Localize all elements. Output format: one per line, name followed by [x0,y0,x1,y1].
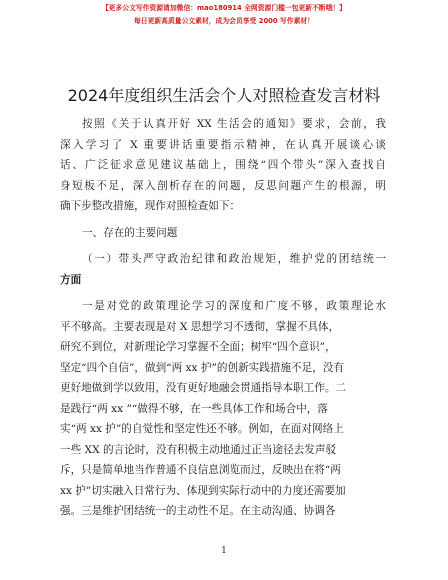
body-line: 身短板不足，深入剖析存在的问题，反思问题产生的根源，明 [60,179,386,192]
body-line: 是践行“两 xx ”“做得不够，在一些具体工作和场合中，落 [60,402,328,415]
banner-line-1: 【更多公文写作资源请加微信：mao180914 全网资源门槛一包更新不断哦！】 [101,4,347,12]
body-line: 一些 XX 的言论时，没有积极主动地通过正当途径去发声驳 [60,443,337,456]
body-line: 一是对党的政策理论学习的深度和广度不够，政策理论水 [82,300,386,312]
body-line: 话、广泛征求意见建议基础上，围绕“四个带头”深入查找自 [60,159,386,171]
body-line: 平不够高。主要表现是对 X 思想学习不透彻，掌握不具体， [60,320,340,333]
banner-line-2: 每日更新高质量公文素材，成为会员享受 2000 写作素材！ [134,17,314,25]
header-banner [0,2,448,28]
body-line: （一）带头严守政治纪律和政治规矩，维护党的团结统一 [82,253,386,265]
body-line: 研究不到位，对新理论学习掌握不全面；树牢“四个意识”， [60,341,336,353]
body-line: 按照《关于认真开好 XX 生活会的通知》要求，会前，我 [82,118,386,130]
body-line: 确下步整改措施，现作对照检查如下： [60,200,241,212]
document-body [60,114,386,522]
body-line: 更好地做到学以致用，没有更好地融会贯通指导本职工作。二 [60,382,347,394]
body-line: 方面 [60,273,82,286]
body-line: 实“两 xx 护”的自觉性和坚定性还不够。例如，在面对网络上 [60,423,344,435]
body-line: 强。三是维护团结统一的主动性不足。在主动沟通、协调各 [60,505,336,517]
document-title: 2024年度组织生活会个人对照检查发言材料 [67,86,381,105]
body-line: 斥，只是简单地当作普通不良信息浏览而过，反映出在将“两 [60,464,341,476]
body-line: xx 护”切实融入日常行为、体现到实际行动中的力度还需要加 [60,484,346,497]
page-number: 1 [221,546,227,556]
body-line: 深入学习了 X 重要讲话重要指示精神，在认真开展谈心谈 [60,138,386,151]
body-line: 一、存在的主要问题 [82,226,178,239]
body-line: 坚定“四个自信”，做到“两 xx 护”的创新实践措施不足，没有 [60,361,345,374]
